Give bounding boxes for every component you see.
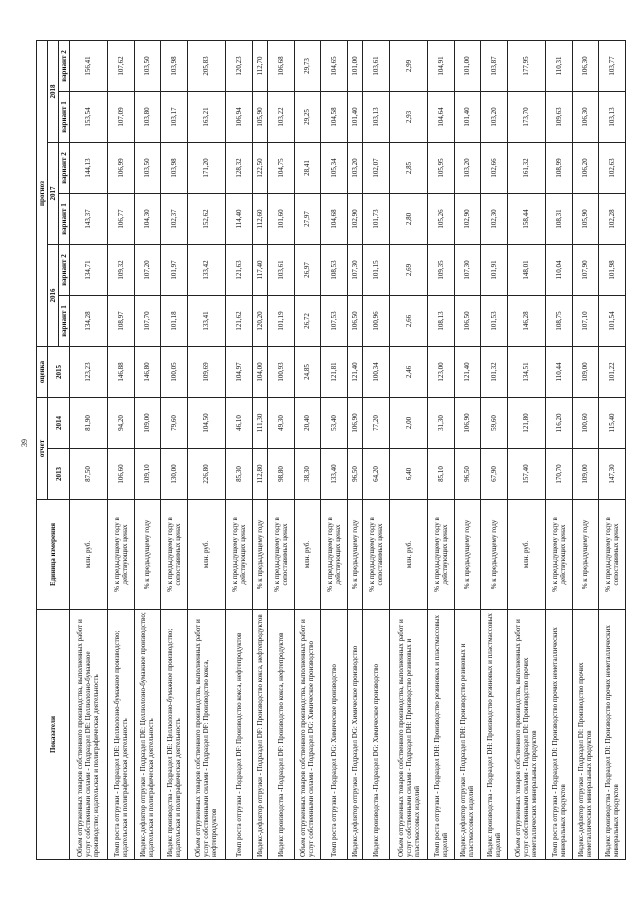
value-cell: 2,69 (390, 245, 428, 296)
value-cell: 109,00 (572, 347, 599, 398)
value-cell: 94,20 (107, 398, 134, 449)
value-cell: 101,97 (161, 245, 188, 296)
table-row (481, 41, 508, 860)
value-cell: 108,31 (545, 194, 572, 245)
value-cell: 103,98 (161, 41, 188, 92)
value-cell: 157,40 (507, 449, 545, 500)
value-cell: 101,00 (347, 41, 362, 92)
value-cell: 177,95 (507, 41, 545, 92)
value-cell: 2,99 (390, 41, 428, 92)
value-cell: 115,40 (599, 398, 626, 449)
indicator-cell: Индекс производства - Подраздел DI: Производство прочих неметаллических минеральных продуктов (599, 610, 626, 860)
value-cell: 121,63 (225, 245, 252, 296)
value-cell: 134,28 (70, 296, 108, 347)
indicator-cell: Индекс производства -Подраздел DF: Производство кокса, нефтепродуктов (267, 610, 294, 860)
header-variant-1: вариант 1 (59, 92, 70, 143)
header-estimate: оценка (37, 347, 48, 398)
value-cell: 152,62 (187, 194, 225, 245)
value-cell: 101,60 (267, 194, 294, 245)
value-cell: 102,63 (599, 143, 626, 194)
value-cell: 102,28 (599, 194, 626, 245)
value-cell: 104,30 (134, 194, 161, 245)
value-cell: 102,07 (363, 143, 390, 194)
value-cell: 109,35 (427, 245, 454, 296)
value-cell: 107,09 (107, 92, 134, 143)
value-cell: 103,17 (161, 92, 188, 143)
value-cell: 114,40 (225, 194, 252, 245)
value-cell: 101,40 (454, 92, 481, 143)
value-cell: 29,73 (294, 41, 321, 92)
value-cell: 100,05 (161, 347, 188, 398)
header-year-2013: 2013 (48, 449, 70, 500)
indicator-cell: Индекс-дефлятор отгрузки - Подраздел DI: Производство прочих неметаллических минеральных продуктов (572, 610, 599, 860)
value-cell: 173,70 (507, 92, 545, 143)
value-cell: 110,04 (545, 245, 572, 296)
table-row (545, 41, 572, 860)
value-cell: 31,30 (427, 398, 454, 449)
value-cell: 101,18 (161, 296, 188, 347)
value-cell: 20,40 (294, 398, 321, 449)
value-cell: 153,54 (70, 92, 108, 143)
value-cell: 103,13 (363, 92, 390, 143)
value-cell: 104,91 (427, 41, 454, 92)
header-variant-1: вариант 1 (59, 194, 70, 245)
unit-cell: млн. руб. (294, 500, 321, 610)
value-cell: 101,54 (599, 296, 626, 347)
value-cell: 134,71 (70, 245, 108, 296)
value-cell: 103,77 (599, 41, 626, 92)
value-cell: 108,53 (321, 245, 348, 296)
unit-cell: млн. руб. (70, 500, 108, 610)
value-cell: 108,97 (107, 296, 134, 347)
value-cell: 147,30 (599, 449, 626, 500)
indicator-cell: Темп роста отгрузки - Подраздел DF: Производство кокса, нефтепродуктов (225, 610, 252, 860)
header-variant-2: вариант 2 (59, 41, 70, 92)
header-year-2016: 2016 (48, 245, 59, 347)
indicator-cell: Объем отгруженных товаров собственного производства, выполненных работ и услуг собственными силами - Подраздел DI: Производство прочих неметаллических минеральных продуктов (507, 610, 545, 860)
value-cell: 134,51 (507, 347, 545, 398)
value-cell: 123,23 (70, 347, 108, 398)
indicator-cell: Темп роста отгрузки - Подраздел DE: Целлюлозно-бумажное производство; издательская и полиграфическая деятельность (107, 610, 134, 860)
unit-cell: % к предыдущему году в сопоставимых ценах (267, 500, 294, 610)
value-cell: 108,99 (545, 143, 572, 194)
indicator-cell: Темп роста отгрузки - Подраздел DH: Производство резиновых и пластмассовых изделий (427, 610, 454, 860)
value-cell: 107,20 (134, 245, 161, 296)
header-indicator: Показатели (37, 610, 70, 860)
value-cell: 163,21 (187, 92, 225, 143)
value-cell: 106,50 (454, 296, 481, 347)
value-cell: 101,22 (599, 347, 626, 398)
value-cell: 120,23 (225, 41, 252, 92)
value-cell: 158,44 (507, 194, 545, 245)
unit-cell: % к предыдущему году (454, 500, 481, 610)
table-row (321, 41, 348, 860)
header-year-2017: 2017 (48, 143, 59, 245)
unit-cell: % к предыдущему году в действующих ценах (321, 500, 348, 610)
forecast-table (36, 40, 626, 860)
value-cell: 111,30 (252, 398, 267, 449)
value-cell: 2,66 (390, 296, 428, 347)
value-cell: 101,91 (481, 245, 508, 296)
value-cell: 116,20 (545, 398, 572, 449)
value-cell: 106,94 (225, 92, 252, 143)
unit-cell: млн. руб. (390, 500, 428, 610)
value-cell: 2,00 (390, 398, 428, 449)
value-cell: 107,90 (572, 245, 599, 296)
table-row (294, 41, 321, 860)
value-cell: 144,13 (70, 143, 108, 194)
value-cell: 107,10 (572, 296, 599, 347)
value-cell: 101,15 (363, 245, 390, 296)
value-cell: 121,40 (347, 347, 362, 398)
value-cell: 161,32 (507, 143, 545, 194)
value-cell: 2,80 (390, 194, 428, 245)
value-cell: 101,00 (454, 41, 481, 92)
value-cell: 103,20 (481, 92, 508, 143)
value-cell: 2,93 (390, 92, 428, 143)
indicator-cell: Темп роста отгрузки - Подраздел DI: Производство прочих неметаллических минеральных продуктов (545, 610, 572, 860)
value-cell: 104,64 (427, 92, 454, 143)
value-cell: 109,10 (134, 449, 161, 500)
value-cell: 104,00 (252, 347, 267, 398)
value-cell: 103,61 (267, 245, 294, 296)
value-cell: 81,90 (70, 398, 108, 449)
value-cell: 96,50 (347, 449, 362, 500)
value-cell: 102,66 (481, 143, 508, 194)
value-cell: 27,97 (294, 194, 321, 245)
value-cell: 26,72 (294, 296, 321, 347)
value-cell: 101,19 (267, 296, 294, 347)
table-row (225, 41, 252, 860)
value-cell: 104,97 (225, 347, 252, 398)
value-cell: 100,96 (363, 296, 390, 347)
unit-cell: % к предыдущему году (347, 500, 362, 610)
value-cell: 2,85 (390, 143, 428, 194)
value-cell: 106,30 (572, 41, 599, 92)
value-cell: 104,50 (187, 398, 225, 449)
value-cell: 100,34 (363, 347, 390, 398)
value-cell: 67,90 (481, 449, 508, 500)
value-cell: 148,01 (507, 245, 545, 296)
table-row (454, 41, 481, 860)
header-report: отчет (37, 398, 48, 500)
value-cell: 101,73 (363, 194, 390, 245)
value-cell: 101,53 (481, 296, 508, 347)
value-cell: 104,58 (321, 92, 348, 143)
value-cell: 133,41 (187, 296, 225, 347)
table-row (390, 41, 428, 860)
indicator-cell: Индекс-дефлятор отгрузки - Подраздел DF: Производство кокса, нефтепродуктов (252, 610, 267, 860)
value-cell: 107,53 (321, 296, 348, 347)
value-cell: 108,13 (427, 296, 454, 347)
value-cell: 102,37 (161, 194, 188, 245)
value-cell: 100,93 (267, 347, 294, 398)
value-cell: 101,98 (599, 245, 626, 296)
value-cell: 107,30 (347, 245, 362, 296)
unit-cell: % к предыдущему году в действующих ценах (107, 500, 134, 610)
value-cell: 109,32 (107, 245, 134, 296)
value-cell: 105,90 (252, 92, 267, 143)
header-forecast: прогноз (37, 41, 48, 347)
value-cell: 146,88 (107, 347, 134, 398)
unit-cell: % к предыдущему году в действующих ценах (427, 500, 454, 610)
value-cell: 102,90 (454, 194, 481, 245)
value-cell: 104,65 (321, 41, 348, 92)
unit-cell: % к предыдущему году в действующих ценах (545, 500, 572, 610)
indicator-cell: Объем отгруженных товаров собственного производства, выполненных работ и услуг собственными силами - Подраздел DH: Производство резиновых и пластмассовых изделий (390, 610, 428, 860)
unit-cell: млн. руб. (507, 500, 545, 610)
value-cell: 133,40 (321, 449, 348, 500)
value-cell: 38,30 (294, 449, 321, 500)
value-cell: 110,44 (545, 347, 572, 398)
value-cell: 122,50 (252, 143, 267, 194)
value-cell: 109,63 (545, 92, 572, 143)
header-year-2015: 2015 (48, 347, 70, 398)
value-cell: 102,30 (481, 194, 508, 245)
page-number: 39 (20, 439, 29, 447)
unit-cell: млн. руб. (187, 500, 225, 610)
unit-cell: % к предыдущему году (572, 500, 599, 610)
header-variant-1: вариант 1 (59, 296, 70, 347)
header-year-2018: 2018 (48, 41, 59, 143)
value-cell: 107,70 (134, 296, 161, 347)
value-cell: 29,25 (294, 92, 321, 143)
table-row (252, 41, 267, 860)
value-cell: 106,60 (107, 449, 134, 500)
value-cell: 117,40 (252, 245, 267, 296)
table-row (134, 41, 161, 860)
value-cell: 6,40 (390, 449, 428, 500)
value-cell: 107,30 (454, 245, 481, 296)
value-cell: 112,70 (252, 41, 267, 92)
table-row (507, 41, 545, 860)
value-cell: 28,41 (294, 143, 321, 194)
value-cell: 103,98 (161, 143, 188, 194)
value-cell: 133,42 (187, 245, 225, 296)
value-cell: 96,50 (454, 449, 481, 500)
value-cell: 49,30 (267, 398, 294, 449)
value-cell: 2,46 (390, 347, 428, 398)
value-cell: 102,90 (347, 194, 362, 245)
indicator-cell: Индекс производства -Подраздел DG: Химическое производство (363, 610, 390, 860)
value-cell: 120,20 (252, 296, 267, 347)
table-row (161, 41, 188, 860)
value-cell: 103,22 (267, 92, 294, 143)
indicator-cell: Индекс производства - Подраздел DH: Производство резиновых и пластмассовых изделий (481, 610, 508, 860)
value-cell: 103,13 (599, 92, 626, 143)
value-cell: 87,50 (70, 449, 108, 500)
table-row (187, 41, 225, 860)
value-cell: 121,80 (507, 398, 545, 449)
value-cell: 106,90 (454, 398, 481, 449)
value-cell: 107,62 (107, 41, 134, 92)
value-cell: 106,30 (572, 92, 599, 143)
value-cell: 108,75 (545, 296, 572, 347)
value-cell: 26,97 (294, 245, 321, 296)
value-cell: 123,00 (427, 347, 454, 398)
table-row (107, 41, 134, 860)
value-cell: 146,80 (134, 347, 161, 398)
value-cell: 103,61 (363, 41, 390, 92)
value-cell: 105,90 (572, 194, 599, 245)
unit-cell: % к предыдущему году в сопоставимых ценах (161, 500, 188, 610)
indicator-cell: Индекс-дефлятор отгрузки - Подраздел DG: Химическое производство (347, 610, 362, 860)
indicator-cell: Индекс-дефлятор отгрузки - Подраздел DE: Целлюлозно-бумажное производство; издательская и полиграфическая деятельность (134, 610, 161, 860)
value-cell: 104,68 (321, 194, 348, 245)
value-cell: 121,62 (225, 296, 252, 347)
unit-cell: % к предыдущему году в действующих ценах (225, 500, 252, 610)
value-cell: 109,00 (572, 449, 599, 500)
value-cell: 112,60 (252, 194, 267, 245)
unit-cell: % к предыдущему году (252, 500, 267, 610)
value-cell: 104,75 (267, 143, 294, 194)
header-variant-2: вариант 2 (59, 143, 70, 194)
unit-cell: % к предыдущему году в сопоставимых ценах (363, 500, 390, 610)
value-cell: 106,50 (347, 296, 362, 347)
table-row (427, 41, 454, 860)
indicator-cell: Объем отгруженных товаров собственного производства, выполненных работ и услуг собственными силами - Подраздел DE: Целлюлозно-бумажное производство; издательская и полиграфическая деятельность (70, 610, 108, 860)
rotated-table-wrapper (36, 40, 626, 860)
value-cell: 53,40 (321, 398, 348, 449)
value-cell: 85,10 (427, 449, 454, 500)
value-cell: 103,50 (134, 41, 161, 92)
value-cell: 106,99 (107, 143, 134, 194)
indicator-cell: Темп роста отгрузки - Подраздел DG: Химическое производство (321, 610, 348, 860)
value-cell: 171,20 (187, 143, 225, 194)
value-cell: 106,68 (267, 41, 294, 92)
table-row (599, 41, 626, 860)
value-cell: 110,31 (545, 41, 572, 92)
unit-cell: % к предыдущему году в сопоставимых ценах (599, 500, 626, 610)
table-row (70, 41, 108, 860)
value-cell: 143,37 (70, 194, 108, 245)
value-cell: 106,77 (107, 194, 134, 245)
value-cell: 103,20 (347, 143, 362, 194)
value-cell: 105,34 (321, 143, 348, 194)
value-cell: 226,80 (187, 449, 225, 500)
table-row (267, 41, 294, 860)
value-cell: 85,30 (225, 449, 252, 500)
value-cell: 77,20 (363, 398, 390, 449)
value-cell: 105,95 (427, 143, 454, 194)
header-variant-2: вариант 2 (59, 245, 70, 296)
value-cell: 24,85 (294, 347, 321, 398)
value-cell: 100,60 (572, 398, 599, 449)
header-year-2014: 2014 (48, 398, 70, 449)
table-row (363, 41, 390, 860)
value-cell: 101,40 (347, 92, 362, 143)
indicator-cell: Объем отгруженных товаров собственного производства, выполненных работ и услуг собственными силами - Подраздел DF: Производство кокса, нефтепродуктов (187, 610, 225, 860)
value-cell: 109,69 (187, 347, 225, 398)
value-cell: 103,87 (481, 41, 508, 92)
value-cell: 205,83 (187, 41, 225, 92)
value-cell: 98,80 (267, 449, 294, 500)
table-row (572, 41, 599, 860)
value-cell: 79,60 (161, 398, 188, 449)
value-cell: 103,80 (134, 92, 161, 143)
value-cell: 103,50 (134, 143, 161, 194)
value-cell: 64,20 (363, 449, 390, 500)
indicator-cell: Индекс производства - Подраздел DE: Целлюлозно-бумажное производство; издательская и полиграфическая деятельность (161, 610, 188, 860)
value-cell: 59,60 (481, 398, 508, 449)
value-cell: 121,40 (454, 347, 481, 398)
unit-cell: % к предыдущему году (134, 500, 161, 610)
indicator-cell: Индекс-дефлятор отгрузки - Подраздел DH: Производство резиновых и пластмассовых изделий (454, 610, 481, 860)
value-cell: 156,41 (70, 41, 108, 92)
indicator-cell: Объем отгруженных товаров собственного производства, выполненных работ и услуг собственными силами - Подраздел DG: Химическое производство (294, 610, 321, 860)
value-cell: 128,32 (225, 143, 252, 194)
unit-cell: % к предыдущему году (481, 500, 508, 610)
value-cell: 101,32 (481, 347, 508, 398)
value-cell: 103,20 (454, 143, 481, 194)
value-cell: 130,00 (161, 449, 188, 500)
header-unit: Единица измерения (37, 500, 70, 610)
value-cell: 170,70 (545, 449, 572, 500)
value-cell: 112,80 (252, 449, 267, 500)
value-cell: 109,00 (134, 398, 161, 449)
value-cell: 106,90 (347, 398, 362, 449)
value-cell: 105,26 (427, 194, 454, 245)
value-cell: 46,10 (225, 398, 252, 449)
value-cell: 106,20 (572, 143, 599, 194)
value-cell: 121,81 (321, 347, 348, 398)
value-cell: 146,28 (507, 296, 545, 347)
table-row (347, 41, 362, 860)
